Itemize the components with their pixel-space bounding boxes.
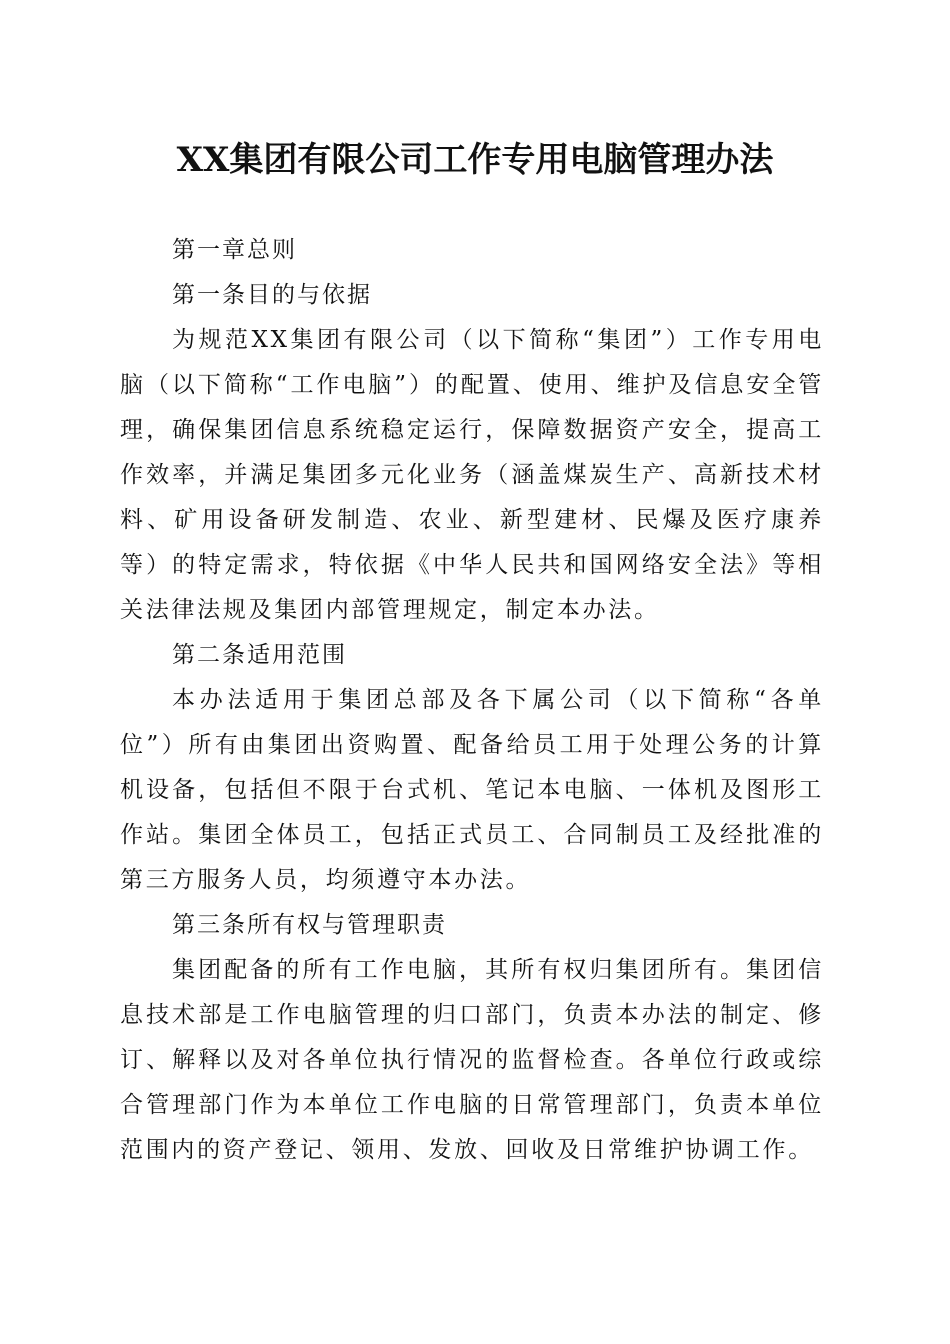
- article-2-heading: 第二条适用范围: [172, 642, 347, 668]
- document-body: [120, 228, 824, 1173]
- article-1-paragraph: 为规范XX集团有限公司（以下简称“集团”）工作专用电脑（以下简称“工作电脑”）的配置、使用、维护及信息安全管理，确保集团信息系统稳定运行，保障数据资产安全，提高工作效率，并满足集团多元化业务（涵盖煤炭生产、高新技术材料、矿用设备研发制造、农业、新型建材、民爆及医疗康养等）的特定需求，特依据《中华人民共和国网络安全法》等相关法律法规及集团内部管理规定，制定本办法。: [120, 327, 824, 623]
- chapter-heading: 第一章总则: [172, 237, 297, 263]
- article-1-heading: 第一条目的与依据: [172, 282, 372, 308]
- article-3-heading: 第三条所有权与管理职责: [172, 912, 447, 938]
- document-title: XX集团有限公司工作专用电脑管理办法: [176, 140, 774, 180]
- article-3-paragraph: 集团配备的所有工作电脑，其所有权归集团所有。集团信息技术部是工作电脑管理的归口部门，负责本办法的制定、修订、解释以及对各单位执行情况的监督检查。各单位行政或综合管理部门作为本单位工作电脑的日常管理部门，负责本单位范围内的资产登记、领用、发放、回收及日常维护协调工作。: [120, 957, 824, 1163]
- article-2-paragraph: 本办法适用于集团总部及各下属公司（以下简称“各单位”）所有由集团出资购置、配备给员工用于处理公务的计算机设备，包括但不限于台式机、笔记本电脑、一体机及图形工作站。集团全体员工，包括正式员工、合同制员工及经批准的第三方服务人员，均须遵守本办法。: [120, 687, 824, 893]
